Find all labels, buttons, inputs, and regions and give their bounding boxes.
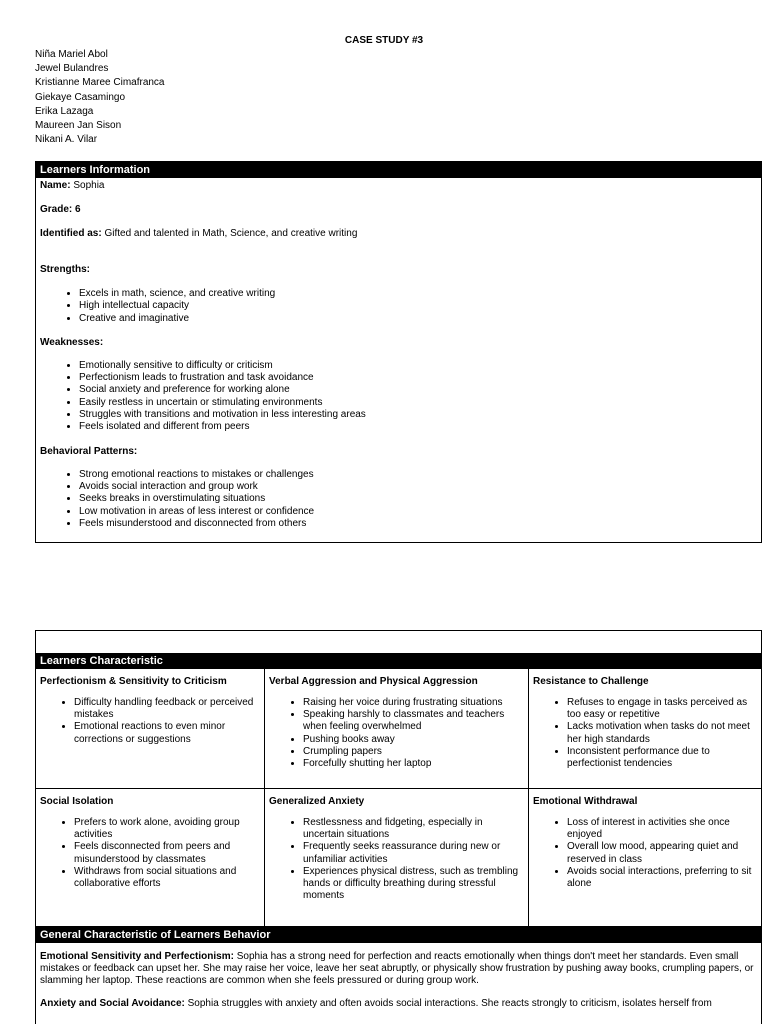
strengths-heading: Strengths: (40, 264, 90, 275)
list-item: • Forcefully shutting her laptop (303, 758, 524, 770)
paragraph-label: Anxiety and Social Avoidance: (40, 997, 185, 1009)
grade-line (40, 204, 757, 216)
list-item: • Emotional reactions to even minor corrections or suggestions (74, 721, 260, 745)
general-characteristic-content (36, 943, 761, 1028)
characteristic-list (533, 697, 757, 770)
list-item: • Overall low mood, appearing quiet and reserved in class (567, 841, 757, 865)
characteristic-title: Perfectionism & Sensitivity to Criticism (40, 676, 227, 687)
list-item: • Feels disconnected from peers and misunderstood by classmates (74, 841, 260, 865)
characteristic-row (36, 789, 761, 927)
characteristic-row (36, 669, 761, 789)
paragraph-text: Sophia has a strong need for perfection and reacts emotionally when things don't meet her standards. Even small mistakes or feedback can upset her. She may raise her voice, leave her seat abruptly, or physically show frustration by pushing away books, crumpling papers, or slamming her laptop. These reactions are common when she feels pressured or during group work. (40, 951, 754, 987)
learners-characteristic-box (35, 630, 762, 1024)
list-item: • Seeks breaks in overstimulating situations (79, 493, 757, 505)
list-item: • Emotionally sensitive to difficulty or criticism (79, 360, 757, 372)
author-name: Niña Mariel Abol (35, 49, 108, 60)
characteristic-list (269, 817, 524, 902)
author-name: Kristianne Maree Cimafranca (35, 77, 165, 89)
characteristic-cell (529, 789, 761, 927)
author-name: Maureen Jan Sison (35, 119, 122, 131)
author-list (35, 48, 165, 147)
list-item: • Lacks motivation when tasks do not meet her high standards (567, 721, 757, 745)
general-characteristic-heading: General Characteristic of Learners Behavior (36, 927, 761, 943)
list-item: • Crumpling papers (303, 746, 524, 758)
list-item: • Withdraws from social situations and collaborative efforts (74, 866, 260, 890)
author-name: Erika Lazaga (35, 105, 94, 117)
list-item: • Loss of interest in activities she once enjoyed (567, 817, 757, 841)
learners-characteristic-heading: Learners Characteristic (36, 653, 761, 669)
list-item: • Experiences physical distress, such as trembling hands or difficulty breathing during stressful moments (303, 866, 524, 903)
paragraph (40, 951, 757, 988)
case-study-title: CASE STUDY #3 (344, 35, 424, 46)
table-top-spacer (36, 631, 761, 653)
list-item: • Low motivation in areas of less interest or confidence (79, 506, 757, 518)
characteristic-list (40, 697, 260, 746)
list-item: • Pushing books away (303, 734, 524, 746)
characteristic-title: Emotional Withdrawal (533, 796, 638, 807)
identified-value: Gifted and talented in Math, Science, and creative writing (104, 228, 358, 239)
learners-information-content (36, 178, 761, 532)
list-item: • Refuses to engage in tasks perceived as too easy or repetitive (567, 697, 757, 721)
characteristic-cell (36, 789, 265, 927)
learners-information-heading: Learners Information (36, 162, 761, 178)
list-item: • Easily restless in uncertain or stimulating environments (79, 397, 757, 409)
characteristic-list (533, 817, 757, 890)
paragraph-text: Sophia struggles with anxiety and often avoids social interactions. She reacts strongly to criticism, isolates herself from (187, 997, 712, 1009)
characteristic-title: Verbal Aggression and Physical Aggression (269, 676, 478, 687)
list-item: • Restlessness and fidgeting, especially in uncertain situations (303, 817, 524, 841)
characteristic-title: Resistance to Challenge (533, 676, 649, 687)
list-item: • Difficulty handling feedback or perceived mistakes (74, 697, 260, 721)
name-line (40, 180, 757, 192)
list-item: • Excels in math, science, and creative writing (79, 288, 757, 300)
list-item: • Inconsistent performance due to perfectionist tendencies (567, 746, 757, 770)
name-value: Sophia (73, 180, 105, 191)
characteristic-cell (265, 669, 529, 789)
characteristic-title: Social Isolation (40, 796, 114, 807)
name-label: Name: (40, 180, 71, 191)
characteristic-cell (36, 669, 265, 789)
author-name: Jewel Bulandres (35, 63, 109, 75)
list-item: • Perfectionism leads to frustration and task avoidance (79, 372, 757, 384)
grade-label: Grade: 6 (40, 204, 81, 215)
behavioral-patterns-list (40, 469, 757, 530)
learners-information-box (35, 161, 762, 543)
weaknesses-list (40, 360, 757, 434)
list-item: • Feels isolated and different from peers (79, 421, 757, 433)
paragraph (40, 998, 757, 1010)
list-item: • Raising her voice during frustrating situations (303, 697, 524, 709)
paragraph-label: Emotional Sensitivity and Perfectionism: (40, 951, 234, 962)
list-item: • High intellectual capacity (79, 300, 757, 312)
list-item: • Avoids social interactions, preferring to sit alone (567, 866, 757, 890)
general-characteristic-section (36, 927, 761, 1028)
strengths-list (40, 288, 757, 325)
list-item: • Struggles with transitions and motivation in less interesting areas (79, 409, 757, 421)
list-item: • Speaking harshly to classmates and teachers when feeling overwhelmed (303, 709, 524, 733)
list-item: • Strong emotional reactions to mistakes or challenges (79, 469, 757, 481)
list-item: • Avoids social interaction and group work (79, 481, 757, 493)
characteristic-cell (529, 669, 761, 789)
characteristic-title: Generalized Anxiety (269, 796, 365, 807)
list-item: • Creative and imaginative (79, 313, 757, 325)
list-item: • Social anxiety and preference for working alone (79, 384, 757, 396)
identified-line (40, 228, 757, 240)
list-item: • Prefers to work alone, avoiding group activities (74, 817, 260, 841)
identified-label: Identified as: (40, 228, 102, 239)
author-name: Giekaye Casamingo (35, 91, 126, 103)
list-item: • Feels misunderstood and disconnected from others (79, 518, 757, 530)
weaknesses-heading: Weaknesses: (40, 336, 104, 348)
characteristic-cell (265, 789, 529, 927)
list-item: • Frequently seeks reassurance during new or unfamiliar activities (303, 841, 524, 865)
characteristic-list (269, 697, 524, 770)
author-name: Nikani A. Vilar (35, 134, 98, 146)
characteristic-list (40, 817, 260, 890)
behavioral-patterns-heading: Behavioral Patterns: (40, 445, 138, 457)
